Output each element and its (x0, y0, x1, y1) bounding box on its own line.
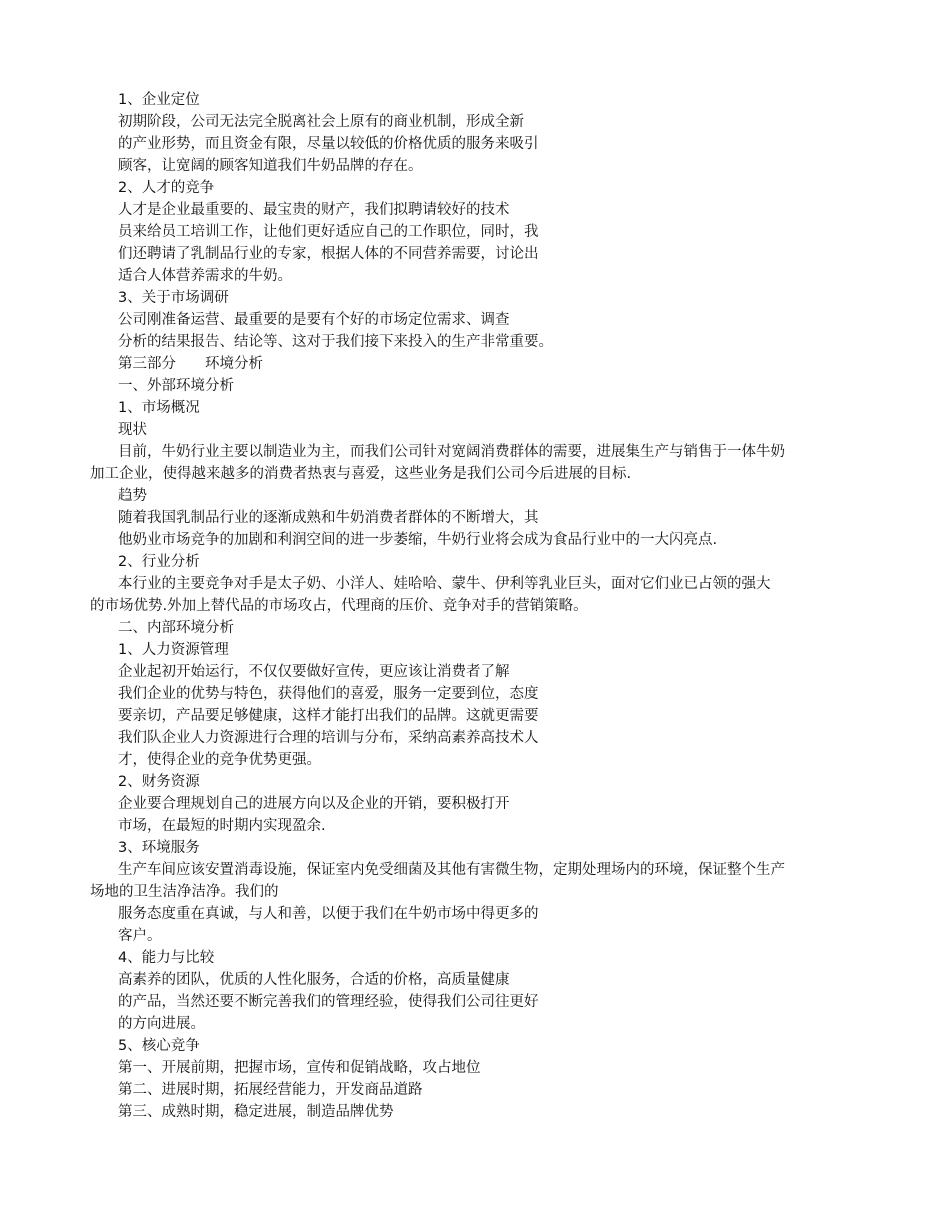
paragraph-line: 企业起初开始运行，不仅仅要做好宣传，更应该让消费者了解 (118, 664, 510, 680)
paragraph-line: 加工企业，使得越来越多的消费者热衷与喜爱，这些业务是我们公司今后进展的目标. (90, 466, 632, 482)
paragraph-line: 企业要合理规划自己的进展方向以及企业的开销，要积极打开 (118, 796, 510, 812)
paragraph-line: 要亲切，产品要足够健康，这样才能打出我们的品牌。这就更需要 (118, 708, 539, 724)
heading-environment-service: 3、环境服务 (118, 840, 200, 856)
list-item: 第三、成熟时期，稳定进展，制造品牌优势 (118, 1104, 394, 1120)
heading-capability-comparison: 4、能力与比较 (118, 950, 215, 966)
paragraph-line: 人才是企业最重要的、最宝贵的财产，我们拟聘请较好的技术 (118, 202, 510, 218)
paragraph-line: 随着我国乳制品行业的逐渐成熟和牛奶消费者群体的不断增大，其 (118, 510, 539, 526)
paragraph-line: 生产车间应该安置消毒设施，保证室内免受细菌及其他有害微生物，定期处理场内的环境，保证整个生产 (118, 862, 785, 878)
paragraph-line: 市场，在最短的时期内实现盈余. (118, 818, 326, 834)
paragraph-line: 的市场优势.外加上替代品的市场攻占，代理商的压价、竞争对手的营销策略。 (90, 598, 588, 614)
heading-market-overview: 1、市场概况 (118, 400, 200, 416)
paragraph-line: 适合人体营养需求的牛奶。 (118, 268, 292, 284)
list-item: 第一、开展前期，把握市场，宣传和促销战略，攻占地位 (118, 1060, 481, 1076)
heading-financial-resources: 2、财务资源 (118, 774, 200, 790)
paragraph-line: 客户。 (118, 928, 162, 944)
section-external-analysis: 一、外部环境分析 (118, 378, 234, 394)
paragraph-line: 分析的结果报告、结论等、这对于我们接下来投入的生产非常重要。 (118, 334, 553, 350)
part-three-title: 第三部分 环境分析 (118, 356, 263, 372)
paragraph-line: 初期阶段，公司无法完全脱离社会上原有的商业机制，形成全新 (118, 114, 524, 130)
heading-industry-analysis: 2、行业分析 (118, 554, 200, 570)
paragraph-line: 的产品，当然还要不断完善我们的管理经验，使得我们公司往更好 (118, 994, 539, 1010)
subheading-trend: 趋势 (118, 488, 147, 504)
paragraph-line: 目前，牛奶行业主要以制造业为主，而我们公司针对宽阔消费群体的需要，进展集生产与销售于一体牛奶 (118, 444, 785, 460)
paragraph-line: 本行业的主要竞争对手是太子奶、小洋人、娃哈哈、蒙牛、伊利等乳业巨头，面对它们业已占领的强大 (118, 576, 771, 592)
paragraph-line: 场地的卫生洁净洁净。我们的 (90, 884, 279, 900)
paragraph-line: 顾客，让宽阔的顾客知道我们牛奶品牌的存在。 (118, 158, 423, 174)
paragraph-line: 他奶业市场竞争的加剧和利润空间的进一步萎缩，牛奶行业将会成为食品行业中的一大闪亮点. (118, 532, 718, 548)
section-internal-analysis: 二、内部环境分析 (118, 620, 234, 636)
paragraph-line: 才，使得企业的竞争优势更强。 (118, 752, 321, 768)
list-item: 第二、进展时期，拓展经营能力，开发商品道路 (118, 1082, 423, 1098)
paragraph-line: 的方向进展。 (118, 1016, 205, 1032)
paragraph-line: 服务态度重在真诚，与人和善，以便于我们在牛奶市场中得更多的 (118, 906, 539, 922)
paragraph-line: 公司刚准备运营、最重要的是要有个好的市场定位需求、调查 (118, 312, 510, 328)
heading-3-market-research: 3、关于市场调研 (118, 290, 229, 306)
paragraph-line: 高素养的团队，优质的人性化服务，合适的价格，高质量健康 (118, 972, 510, 988)
subheading-status: 现状 (118, 422, 147, 438)
heading-core-competition: 5、核心竞争 (118, 1038, 200, 1054)
paragraph-line: 我们队企业人力资源进行合理的培训与分布，采纳高素养高技术人 (118, 730, 539, 746)
paragraph-line: 的产业形势，而且资金有限，尽量以较低的价格优质的服务来吸引 (118, 136, 539, 152)
heading-hr-management: 1、人力资源管理 (118, 642, 229, 658)
paragraph-line: 我们企业的优势与特色，获得他们的喜爱，服务一定要到位，态度 (118, 686, 539, 702)
heading-1-positioning: 1、企业定位 (118, 92, 200, 108)
paragraph-line: 们还聘请了乳制品行业的专家，根据人体的不同营养需要，讨论出 (118, 246, 539, 262)
paragraph-line: 员来给员工培训工作，让他们更好适应自己的工作职位，同时，我 (118, 224, 539, 240)
heading-2-talent: 2、人才的竞争 (118, 180, 215, 196)
